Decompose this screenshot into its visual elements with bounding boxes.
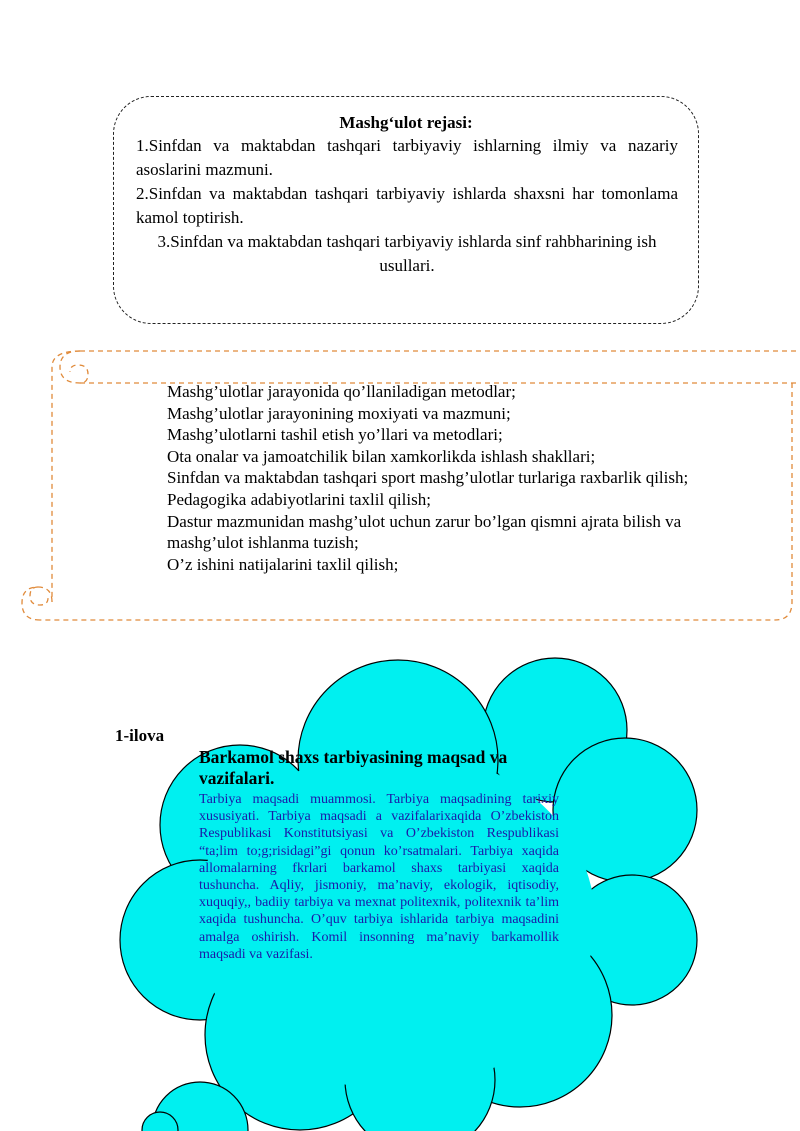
plan-item: 2.Sinfdan va maktabdan tashqari tarbiyaviy ishlarda shaxsni har tomonlama kamol toptirish. [136,184,678,227]
cloud-body-text: Tarbiya maqsadi muammosi. Tarbiya maqsadining tarixiy xususiyati. Tarbiya maqsadi a vazifalarixaqida O’zbekiston Respublikasi Konstitutsiyasi va O’zbekiston Respublikasi “ta;lim to;g;risidagi”gi qonun ko’rsatmalari. Tarbiya xaqida allomalarning fkrlari barkamol shaxs tarbiyasi xaqida tushuncha. Aqliy, jismoniy, ma’naviy, ekologik, iqtisodiy, xuquqiy,, badiiy tarbiya va mexnat politexnik, politexnik ta’lim xaqida tushuncha. O’quv tarbiya ishlarida tarbiya maqsadini amalga oshirish. Komil insonning ma’naviy barkamollik maqsadi va vazifasi. [199,792,559,962]
list-item: Mashg’ulotlar jarayonida qo’llaniladigan metodlar; [167,382,516,401]
plan-item: 3.Sinfdan va maktabdan tashqari tarbiyaviy ishlarda sinf rahbharining ish usullari. [157,232,657,275]
methods-list [167,381,747,575]
list-item: Mashg’ulotlarni tashil etish yo’llari va metodlari; [167,425,503,445]
plan-item: 1.Sinfdan va maktabdan tashqari tarbiyaviy ishlarning ilmiy va nazariy asoslarini mazmuni. [136,136,678,179]
list-item: Sinfdan va maktabdan tashqari sport mashg’ulotlar turlariga raxbarlik qilish; [167,468,689,488]
list-item: Ota onalar va jamoatchilik bilan xamkorlikda ishlash shakllari; [167,446,596,466]
appendix-label: 1-ilova [115,726,165,745]
plan-title: Mashg‘ulot rejasi: [339,113,473,132]
cloud-heading: Barkamol shaxs tarbiyasining maqsad va vazifalari. [199,747,508,788]
list-item: Mashg’ulotlar jarayonining moxiyati va mazmuni; [167,403,511,423]
list-item: Dastur mazmunidan mashg’ulot uchun zarur bo’lgan qismni ajrata bilish va mashg’ulot ishlanma tuzish; [167,511,682,553]
plan-list [136,134,678,278]
list-item: Pedagogika adabiyotlarini taxlil qilish; [167,489,431,509]
list-item: O’z ishini natijalarini taxlil qilish; [167,554,399,574]
